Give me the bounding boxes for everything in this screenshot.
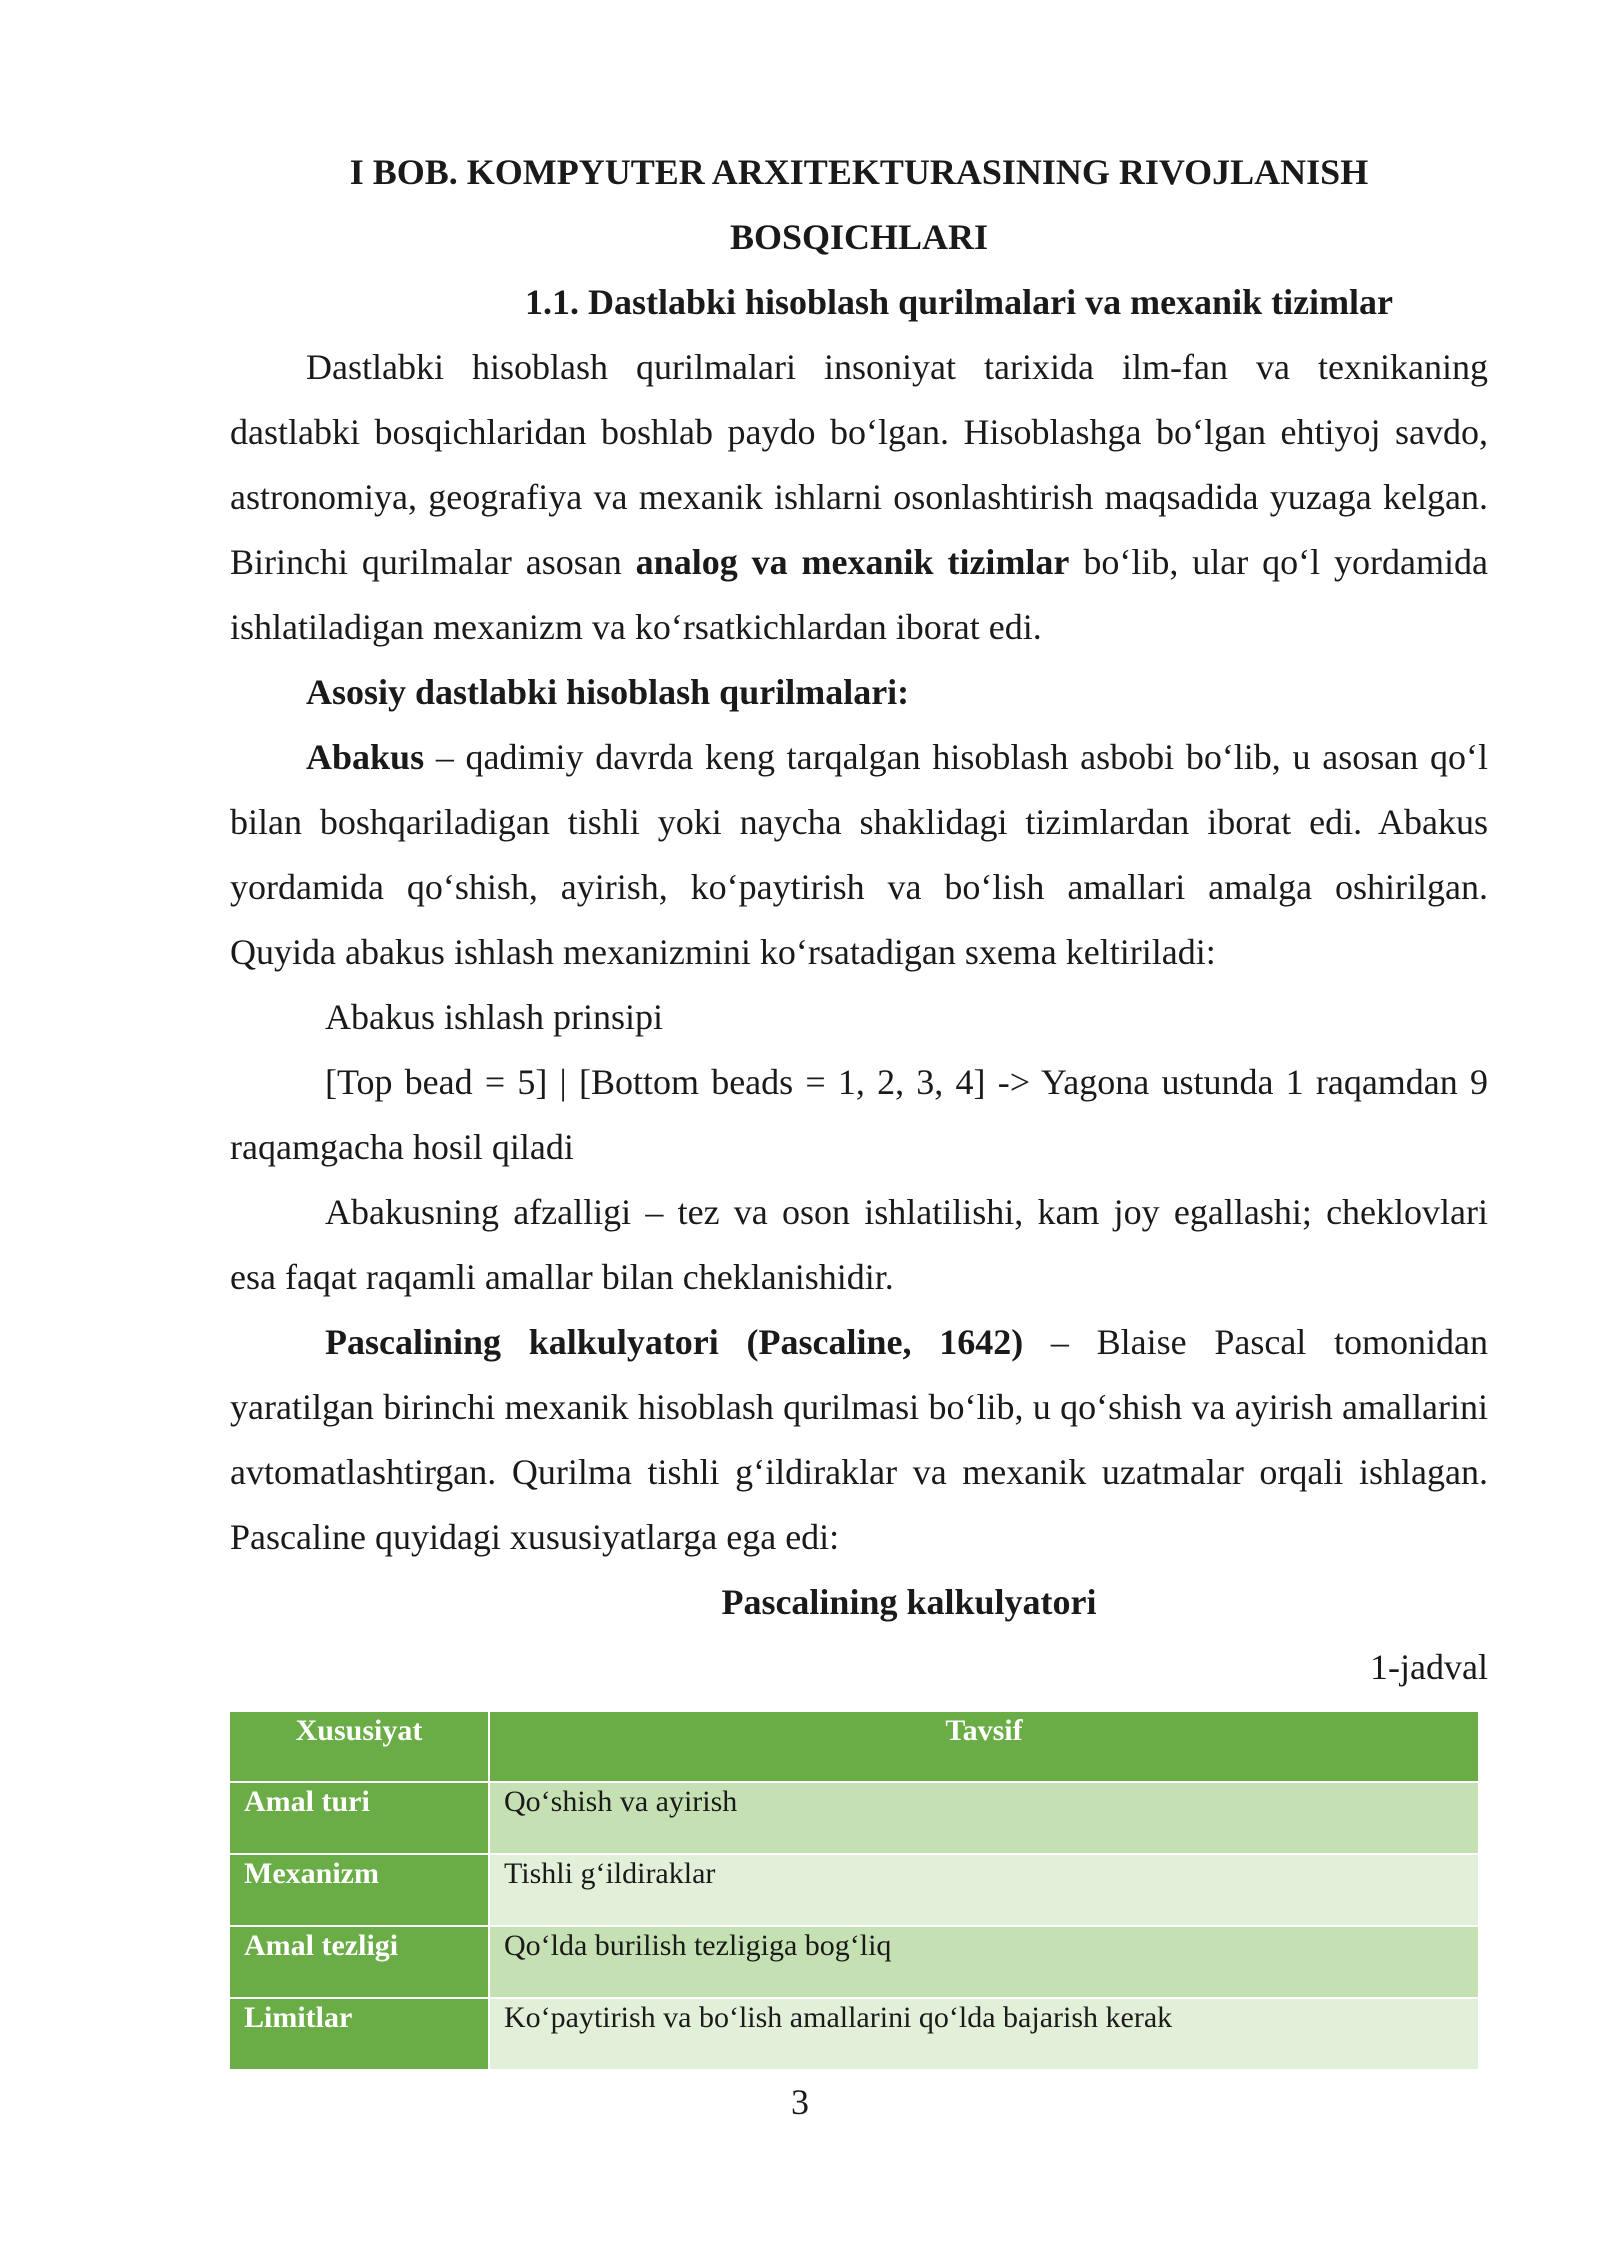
abacus-text: – qadimiy davrda keng tarqalgan hisoblash asbobi bo‘lib, u asosan qo‘l bilan boshqariladigan tishli yoki naycha shaklidagi tizimlardan iborat edi. Abakus yordamida qo‘shish, ayirish, ko‘paytirish va bo‘lish amallari amalga oshirilgan. Quyida abakus ishlash mexanizmini ko‘rsatadigan sxema keltiriladi: <box>230 737 1488 972</box>
chapter-title-line2: BOSQICHLARI <box>729 217 989 257</box>
table-row <box>230 1998 1479 2069</box>
abacus-paragraph <box>230 725 1488 985</box>
page-content <box>230 140 1488 2069</box>
abacus-term: Abakus <box>306 737 425 777</box>
intro-text-b: bo‘lib, ular qo‘l yordamida ishlatiladigan mexanizm va ko‘rsatkichlardan iborat edi. <box>230 542 1489 647</box>
header-tavsif: Tavsif <box>489 1712 1479 1782</box>
pascaline-paragraph <box>230 1310 1488 1570</box>
chapter-title-line1: I BOB. KOMPYUTER ARXITEKTURASINING RIVOJLANISH <box>349 152 1369 192</box>
table-row <box>230 1926 1479 1998</box>
table-row <box>230 1782 1479 1854</box>
row-value: Tishli g‘ildiraklar <box>489 1854 1479 1926</box>
row-label: Mexanizm <box>230 1854 489 1926</box>
table-number: 1-jadval <box>1370 1647 1488 1687</box>
pascaline-term: Pascalining kalkulyatori (Pascaline, 1642) <box>325 1322 1024 1362</box>
row-value: Ko‘paytirish va bo‘lish amallarini qo‘lda bajarish kerak <box>489 1998 1479 2069</box>
section-title: 1.1. Dastlabki hisoblash qurilmalari va mexanik tizimlar <box>524 282 1394 322</box>
abacus-diagram-text: [Top bead = 5] | [Bottom beads = 1, 2, 3, 4] -> Yagona ustunda 1 raqamdan 9 raqamgacha hosil qiladi <box>230 1062 1488 1167</box>
table-title: Pascalining kalkulyatori <box>721 1582 1097 1622</box>
pascaline-table <box>230 1712 1480 2069</box>
abacus-summary: Abakusning afzalligi – tez va oson ishlatilishi, kam joy egallashi; cheklovlari esa faqat raqamli amallar bilan cheklanishidir. <box>230 1192 1488 1297</box>
intro-bold-term: analog va mexanik tizimlar <box>635 542 1070 582</box>
intro-text-a: Dastlabki hisoblash qurilmalari insoniyat tarixida ilm-fan va texnikaning dastlabki bosqichlaridan boshlab paydo bo‘lgan. Hisoblashga bo‘lgan ehtiyoj savdo, astronomiya, geografiya va mexanik ishlarni osonlashtirish maqsadida yuzaga kelgan. Birinchi qurilmalar asosan <box>230 347 1488 582</box>
header-xususiyat: Xususiyat <box>230 1712 489 1782</box>
row-label: Limitlar <box>230 1998 489 2069</box>
row-label: Amal turi <box>230 1782 489 1854</box>
row-value: Qo‘shish va ayirish <box>489 1782 1479 1854</box>
intro-paragraph <box>230 335 1488 660</box>
abacus-diagram-title: Abakus ishlash prinsipi <box>325 997 663 1037</box>
table-row <box>230 1854 1479 1926</box>
page-number: 3 <box>791 2082 809 2122</box>
row-label: Amal tezligi <box>230 1926 489 1998</box>
table-header-row <box>230 1712 1479 1782</box>
pascaline-text: – Blaise Pascal tomonidan yaratilgan birinchi mexanik hisoblash qurilmasi bo‘lib, u qo‘shish va ayirish amallarini avtomatlashtirgan. Qurilma tishli g‘ildiraklar va mexanik uzatmalar orqali ishlagan. Pascaline quyidagi xususiyatlarga ega edi: <box>230 1322 1488 1557</box>
devices-subheading: Asosiy dastlabki hisoblash qurilmalari: <box>306 672 910 712</box>
row-value: Qo‘lda burilish tezligiga bog‘liq <box>489 1926 1479 1998</box>
